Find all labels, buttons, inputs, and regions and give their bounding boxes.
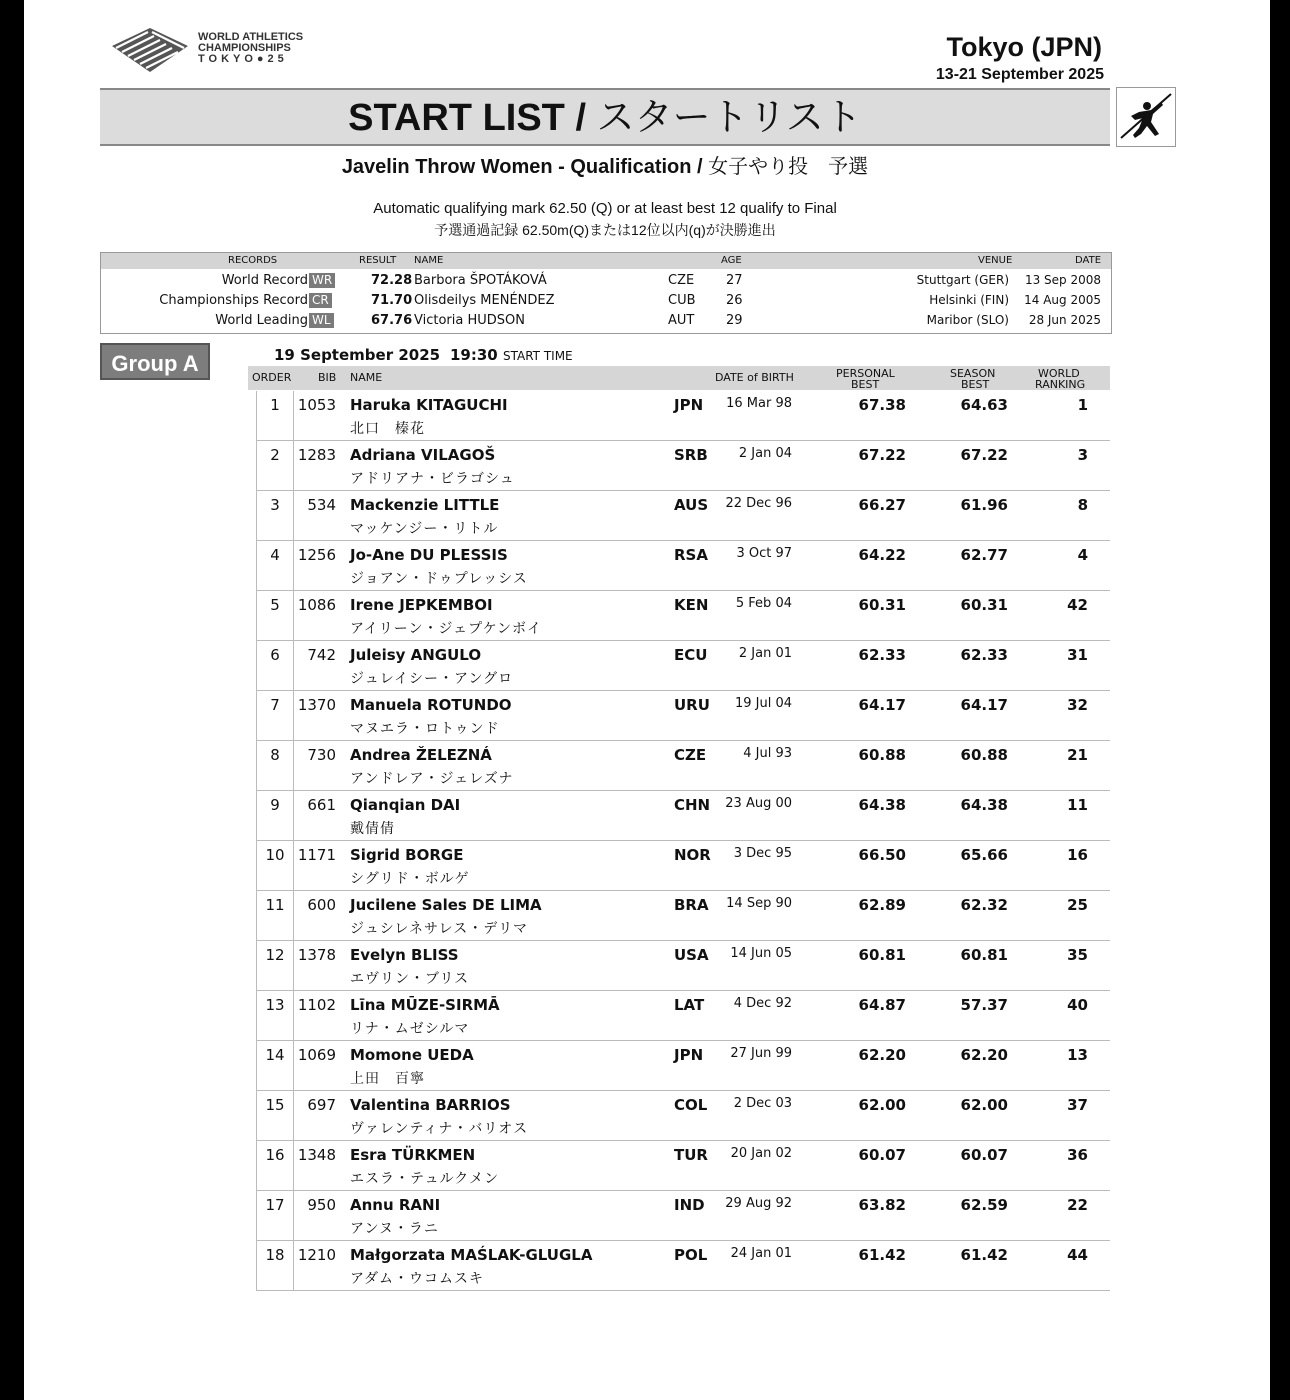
athlete-world-ranking: 40	[1067, 996, 1088, 1014]
athlete-bib: 661	[307, 796, 336, 814]
athlete-bib: 950	[307, 1196, 336, 1214]
athlete-name-jp: マヌエラ・ロトゥンド	[350, 721, 500, 737]
page-title	[100, 96, 1110, 140]
athlete-season-best: 62.20	[960, 1046, 1008, 1064]
athlete-world-ranking: 13	[1067, 1046, 1088, 1064]
table-row	[256, 1141, 1110, 1191]
col-dob: DATE of BIRTH	[715, 371, 794, 384]
athlete-order: 16	[256, 1141, 294, 1190]
athlete-personal-best: 62.89	[858, 896, 906, 914]
record-result: 72.28	[371, 273, 413, 288]
group-badge: Group A	[100, 343, 210, 380]
table-row	[256, 541, 1110, 591]
athlete-world-ranking: 4	[1077, 546, 1088, 564]
athlete-dob: 5 Feb 04	[735, 596, 792, 611]
athlete-name: Małgorzata MAŚLAK-GLUGLA	[350, 1246, 593, 1264]
athlete-personal-best: 67.38	[858, 396, 906, 414]
athlete-bib: 1283	[297, 446, 336, 464]
col-rank-1: WORLD	[1038, 367, 1080, 380]
athlete-name-jp: アダム・ウコムスキ	[350, 1271, 485, 1287]
title-jp: スタートリスト	[596, 97, 862, 139]
record-code-badge: CR	[309, 293, 332, 308]
athlete-name-jp: ジュシレネサレス・デリマ	[350, 921, 528, 937]
athlete-nat: JPN	[674, 396, 704, 414]
table-row	[256, 791, 1110, 841]
athlete-name-jp: ジュレイシー・アングロ	[350, 671, 514, 687]
record-venue: Stuttgart (GER)	[916, 273, 1009, 287]
athlete-world-ranking: 36	[1067, 1146, 1088, 1164]
record-date: 13 Sep 2008	[1024, 273, 1101, 287]
athlete-world-ranking: 44	[1067, 1246, 1088, 1264]
athlete-name: Adriana VILAGOŠ	[350, 446, 496, 464]
athlete-name: Qianqian DAI	[350, 796, 461, 814]
athlete-dob: 29 Aug 92	[725, 1196, 792, 1211]
athlete-order: 6	[256, 641, 294, 690]
table-row	[256, 691, 1110, 741]
col-bib: BIB	[318, 371, 337, 384]
athlete-bib: 1086	[297, 596, 336, 614]
records-col-result: RESULT	[359, 255, 397, 266]
athlete-season-best: 57.37	[960, 996, 1008, 1014]
athlete-bib: 534	[307, 496, 336, 514]
athlete-name: Jo-Ane DU PLESSIS	[350, 546, 508, 564]
athlete-dob: 16 Mar 98	[726, 396, 792, 411]
athlete-season-best: 62.32	[960, 896, 1008, 914]
athlete-order: 7	[256, 691, 294, 740]
record-holder: Olisdeilys MENÉNDEZ	[414, 293, 555, 308]
record-row	[101, 291, 1111, 311]
table-row	[256, 991, 1110, 1041]
athlete-world-ranking: 22	[1067, 1196, 1088, 1214]
athlete-personal-best: 61.42	[858, 1246, 906, 1264]
athlete-nat: CHN	[674, 796, 711, 814]
athlete-order: 2	[256, 441, 294, 490]
athlete-name-jp: 北口 榛花	[350, 421, 425, 437]
athlete-bib: 697	[307, 1096, 336, 1114]
athlete-season-best: 60.81	[960, 946, 1008, 964]
table-row	[256, 891, 1110, 941]
table-row	[256, 391, 1110, 441]
athlete-season-best: 62.00	[960, 1096, 1008, 1114]
athlete-world-ranking: 3	[1077, 446, 1088, 464]
athlete-personal-best: 64.22	[858, 546, 906, 564]
athlete-dob: 23 Aug 00	[725, 796, 792, 811]
table-row	[256, 1091, 1110, 1141]
athlete-order: 11	[256, 891, 294, 940]
athlete-order: 15	[256, 1091, 294, 1140]
athlete-bib: 1053	[297, 396, 336, 414]
athlete-bib: 600	[307, 896, 336, 914]
athlete-bib: 1370	[297, 696, 336, 714]
athlete-order: 8	[256, 741, 294, 790]
start-list-page	[24, 0, 1270, 1400]
athlete-world-ranking: 31	[1067, 646, 1088, 664]
athlete-order: 10	[256, 841, 294, 890]
athlete-world-ranking: 32	[1067, 696, 1088, 714]
title-en: START LIST /	[348, 97, 587, 139]
record-code-badge: WR	[309, 273, 335, 288]
start-time	[450, 346, 573, 364]
col-order: ORDER	[252, 371, 292, 384]
table-row	[256, 941, 1110, 991]
athlete-season-best: 60.31	[960, 596, 1008, 614]
start-time-label: START TIME	[502, 349, 573, 363]
qualifying-note-jp: 予選通過記録 62.50m(Q)または12位以内(q)が決勝進出	[434, 222, 776, 238]
athlete-nat: CZE	[674, 746, 707, 764]
col-name: NAME	[350, 371, 383, 384]
athlete-personal-best: 62.00	[858, 1096, 906, 1114]
athlete-personal-best: 62.33	[858, 646, 906, 664]
athlete-personal-best: 64.87	[858, 996, 906, 1014]
athlete-name-jp: アイリーン・ジェプケンボイ	[350, 621, 543, 637]
record-label: World Leading	[215, 313, 308, 328]
athlete-personal-best: 62.20	[858, 1046, 906, 1064]
athlete-personal-best: 67.22	[858, 446, 906, 464]
athlete-dob: 2 Jan 04	[738, 446, 792, 461]
athlete-dob: 19 Jul 04	[734, 696, 792, 711]
athlete-season-best: 60.88	[960, 746, 1008, 764]
table-row	[256, 441, 1110, 491]
athlete-season-best: 62.77	[960, 546, 1008, 564]
athlete-dob: 4 Dec 92	[733, 996, 792, 1011]
athlete-dob: 2 Jan 01	[738, 646, 792, 661]
start-time-value: 19:30	[450, 346, 498, 364]
qualifying-note-en: Automatic qualifying mark 62.50 (Q) or at least best 12 qualify to Final	[373, 200, 837, 217]
athlete-bib: 1256	[297, 546, 336, 564]
athlete-nat: USA	[674, 946, 709, 964]
athlete-personal-best: 66.27	[858, 496, 906, 514]
record-date: 14 Aug 2005	[1024, 293, 1101, 307]
athlete-world-ranking: 37	[1067, 1096, 1088, 1114]
col-pb-2: BEST	[851, 378, 880, 391]
athlete-personal-best: 60.88	[858, 746, 906, 764]
athlete-world-ranking: 8	[1077, 496, 1088, 514]
athlete-season-best: 61.42	[960, 1246, 1008, 1264]
athlete-nat: RSA	[674, 546, 708, 564]
athlete-bib: 1102	[297, 996, 336, 1014]
athlete-order: 12	[256, 941, 294, 990]
athlete-order: 17	[256, 1191, 294, 1240]
record-venue: Maribor (SLO)	[926, 313, 1009, 327]
athlete-personal-best: 64.38	[858, 796, 906, 814]
athlete-name-jp: 戴倩倩	[350, 821, 395, 837]
athlete-personal-best: 64.17	[858, 696, 906, 714]
athlete-season-best: 67.22	[960, 446, 1008, 464]
athlete-name: Evelyn BLISS	[350, 946, 459, 964]
athlete-order: 18	[256, 1241, 294, 1290]
athlete-name: Annu RANI	[350, 1196, 441, 1214]
athlete-dob: 14 Jun 05	[730, 946, 792, 961]
records-col-name: NAME	[414, 255, 444, 266]
subtitle-en: Javelin Throw Women - Qualification /	[341, 156, 703, 178]
athlete-world-ranking: 21	[1067, 746, 1088, 764]
athlete-dob: 2 Dec 03	[733, 1096, 792, 1111]
records-col-date: DATE	[1075, 255, 1102, 266]
athlete-nat: SRB	[674, 446, 708, 464]
athlete-dob: 22 Dec 96	[725, 496, 792, 511]
athlete-nat: KEN	[674, 596, 709, 614]
athlete-name-jp: マッケンジー・リトル	[350, 521, 499, 537]
athlete-world-ranking: 25	[1067, 896, 1088, 914]
athlete-nat: TUR	[674, 1146, 708, 1164]
athlete-nat: AUS	[674, 496, 709, 514]
athlete-nat: NOR	[674, 846, 711, 864]
athlete-name-jp: アンドレア・ジェレズナ	[350, 771, 514, 787]
logo-mark-icon	[108, 24, 192, 76]
athlete-name: Sigrid BORGE	[350, 846, 464, 864]
record-code-badge: WL	[309, 313, 334, 328]
athlete-nat: LAT	[674, 996, 705, 1014]
athlete-name: Momone UEDA	[350, 1046, 474, 1064]
athlete-bib: 1171	[297, 846, 336, 864]
athlete-dob: 14 Sep 90	[726, 896, 792, 911]
logo-text-1: WORLD ATHLETICS	[198, 31, 304, 43]
athlete-bib: 1069	[297, 1046, 336, 1064]
record-age: 26	[726, 293, 743, 308]
start-list-rows	[256, 391, 1110, 1291]
athlete-dob: 3 Oct 97	[736, 546, 792, 561]
athlete-season-best: 64.38	[960, 796, 1008, 814]
athlete-name-jp: ヴァレンティナ・バリオス	[350, 1121, 529, 1137]
record-age: 27	[726, 273, 743, 288]
athlete-dob: 20 Jan 02	[730, 1146, 792, 1161]
event-city: Tokyo (JPN)	[946, 32, 1102, 62]
athlete-name: Valentina BARRIOS	[350, 1096, 511, 1114]
logo-text-3: TOKYO●25	[198, 53, 288, 65]
athlete-name-jp: ジョアン・ドゥプレッシス	[350, 571, 528, 587]
athlete-season-best: 62.59	[960, 1196, 1008, 1214]
event-subtitle	[100, 150, 1110, 179]
athlete-name-jp: リナ・ムゼシルマ	[350, 1021, 470, 1037]
record-age: 29	[726, 313, 743, 328]
athlete-nat: JPN	[674, 1046, 704, 1064]
table-row	[256, 1191, 1110, 1241]
record-nat: AUT	[668, 313, 695, 328]
record-label: Championships Record	[159, 293, 308, 308]
athlete-world-ranking: 35	[1067, 946, 1088, 964]
athlete-nat: URU	[674, 696, 710, 714]
table-row	[256, 1241, 1110, 1291]
athlete-name-jp: シグリド・ボルゲ	[350, 871, 470, 887]
athlete-season-best: 61.96	[960, 496, 1008, 514]
athlete-name: Mackenzie LITTLE	[350, 496, 500, 514]
record-date: 28 Jun 2025	[1028, 313, 1101, 327]
athlete-bib: 742	[307, 646, 336, 664]
record-row	[101, 311, 1111, 331]
athlete-dob: 24 Jan 01	[730, 1246, 792, 1261]
athlete-personal-best: 66.50	[858, 846, 906, 864]
athlete-order: 9	[256, 791, 294, 840]
athlete-dob: 27 Jun 99	[730, 1046, 792, 1061]
athlete-personal-best: 63.82	[858, 1196, 906, 1214]
athlete-name-jp: アンヌ・ラニ	[350, 1221, 439, 1237]
athlete-bib: 730	[307, 746, 336, 764]
record-holder: Barbora ŠPOTÁKOVÁ	[414, 273, 547, 288]
record-row	[101, 271, 1111, 291]
event-dates: 13-21 September 2025	[935, 66, 1104, 83]
athlete-name: Jucilene Sales DE LIMA	[350, 896, 542, 914]
athlete-name: Irene JEPKEMBOI	[350, 596, 493, 614]
athlete-bib: 1378	[297, 946, 336, 964]
table-row	[256, 591, 1110, 641]
athlete-dob: 3 Dec 95	[733, 846, 792, 861]
table-row	[256, 841, 1110, 891]
athlete-season-best: 65.66	[960, 846, 1008, 864]
start-date: 19 September 2025	[274, 346, 441, 364]
athlete-world-ranking: 16	[1067, 846, 1088, 864]
logo-text-2: CHAMPIONSHIPS	[198, 42, 291, 54]
athlete-bib: 1210	[297, 1246, 336, 1264]
record-holder: Victoria HUDSON	[414, 313, 525, 328]
col-rank-2: RANKING	[1035, 378, 1086, 391]
athlete-order: 3	[256, 491, 294, 540]
table-row	[256, 491, 1110, 541]
athlete-personal-best: 60.07	[858, 1146, 906, 1164]
record-result: 71.70	[371, 293, 413, 308]
athlete-nat: BRA	[674, 896, 709, 914]
table-row	[256, 641, 1110, 691]
records-col-age: AGE	[721, 255, 742, 266]
col-pb-1: PERSONAL	[836, 367, 895, 380]
athlete-bib: 1348	[297, 1146, 336, 1164]
record-nat: CZE	[668, 273, 695, 288]
athlete-world-ranking: 1	[1077, 396, 1088, 414]
title-bar	[100, 88, 1110, 146]
athlete-season-best: 64.17	[960, 696, 1008, 714]
athlete-name: Esra TÜRKMEN	[350, 1146, 476, 1164]
athlete-world-ranking: 42	[1067, 596, 1088, 614]
athlete-world-ranking: 11	[1067, 796, 1088, 814]
athlete-nat: POL	[674, 1246, 708, 1264]
table-row	[256, 1041, 1110, 1091]
records-col-records: RECORDS	[228, 255, 278, 266]
athlete-season-best: 64.63	[960, 396, 1008, 414]
athlete-season-best: 60.07	[960, 1146, 1008, 1164]
col-sb-2: BEST	[961, 378, 990, 391]
athlete-nat: IND	[674, 1196, 705, 1214]
records-col-venue: VENUE	[978, 255, 1013, 266]
subtitle-jp: 女子やり投 予選	[708, 156, 869, 178]
athlete-name-jp: エヴリン・ブリス	[350, 971, 470, 987]
athlete-name: Juleisy ANGULO	[350, 646, 482, 664]
athlete-order: 1	[256, 391, 294, 440]
athlete-order: 4	[256, 541, 294, 590]
athlete-nat: ECU	[674, 646, 708, 664]
athlete-name: Manuela ROTUNDO	[350, 696, 512, 714]
record-venue: Helsinki (FIN)	[929, 293, 1009, 307]
table-row	[256, 741, 1110, 791]
record-result: 67.76	[371, 313, 413, 328]
javelin-thrower-icon	[1116, 87, 1176, 147]
athlete-name-jp: エスラ・テュルクメン	[350, 1171, 500, 1187]
athlete-name: Andrea ŽELEZNÁ	[350, 746, 492, 764]
start-list-header	[248, 366, 1110, 390]
athlete-name: Līna MŪZE-SIRMĀ	[350, 996, 500, 1014]
athlete-name: Haruka KITAGUCHI	[350, 396, 508, 414]
athlete-order: 13	[256, 991, 294, 1040]
athlete-name-jp: 上田 百寧	[350, 1071, 425, 1087]
athlete-dob: 4 Jul 93	[743, 746, 792, 761]
records-header	[101, 253, 1111, 269]
athlete-personal-best: 60.81	[858, 946, 906, 964]
athlete-name-jp: アドリアナ・ビラゴシュ	[350, 471, 515, 487]
athlete-nat: COL	[674, 1096, 708, 1114]
athlete-order: 14	[256, 1041, 294, 1090]
record-nat: CUB	[668, 293, 696, 308]
col-sb-1: SEASON	[950, 367, 996, 380]
athlete-order: 5	[256, 591, 294, 640]
athlete-personal-best: 60.31	[858, 596, 906, 614]
championships-logo	[108, 24, 318, 80]
record-label: World Record	[221, 273, 308, 288]
records-table	[100, 252, 1112, 334]
athlete-season-best: 62.33	[960, 646, 1008, 664]
